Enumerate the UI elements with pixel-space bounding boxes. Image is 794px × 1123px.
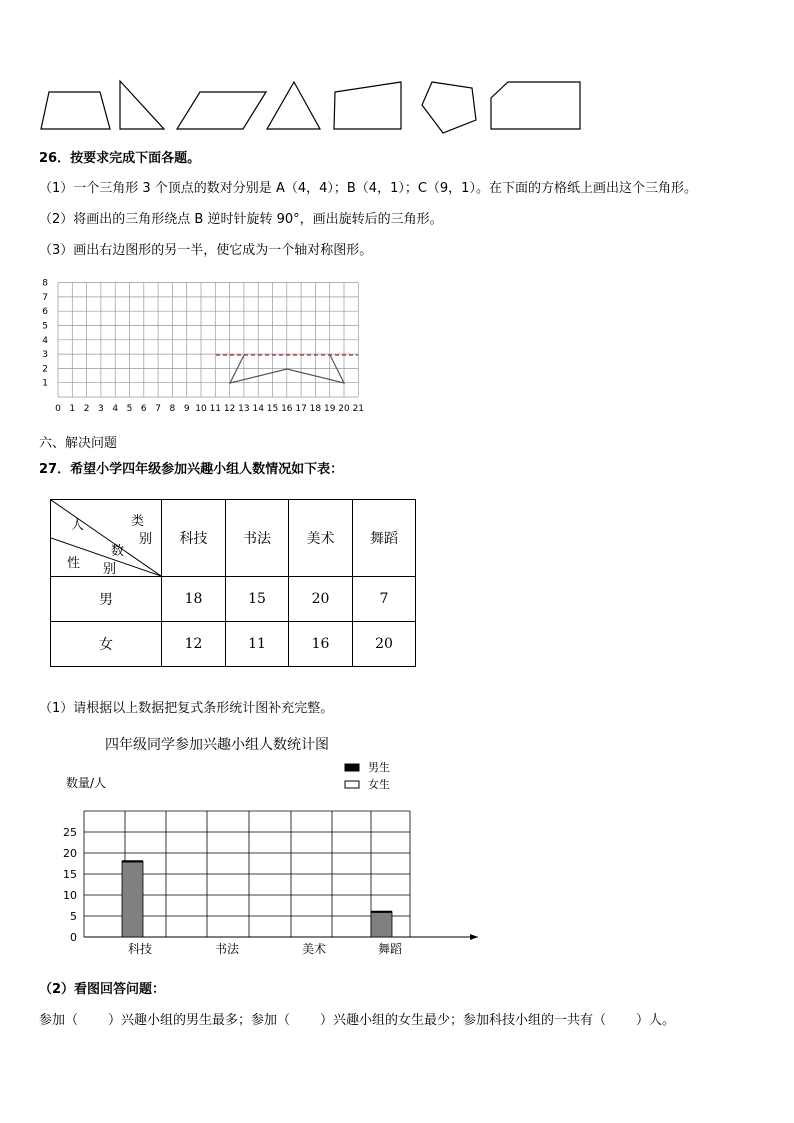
chart-title: 四年级同学参加兴趣小组人数统计图 [105, 737, 329, 753]
right-triangle-shape [120, 81, 164, 129]
table-row [51, 622, 416, 667]
q26-part2: （2）将画出的三角形绕点 B 逆时针旋转 90°，画出旋转后的三角形。 [39, 212, 443, 227]
y-tick-label: 0 [70, 931, 77, 944]
grid-x-label: 3 [98, 404, 104, 414]
legend-male-label: 男生 [368, 761, 390, 774]
q26-part1: （1）一个三角形 3 个顶点的数对分别是 A（4，4）；B（4，1）；C（9，1）。在下面的方格纸上画出这个三角形。 [39, 181, 697, 196]
grid-y-label: 1 [42, 378, 48, 389]
table-cell: 16 [289, 622, 353, 667]
grid-y-label: 5 [42, 321, 48, 332]
grid-y-label: 2 [42, 364, 48, 375]
y-axis-label: 数量/人 [66, 776, 107, 790]
table-cell: 15 [226, 577, 289, 622]
bar-chart [0, 755, 794, 965]
grid-x-label: 4 [112, 404, 119, 414]
row-label: 女 [51, 622, 162, 667]
y-tick-label: 20 [63, 847, 77, 860]
grid-x-label: 12 [223, 404, 236, 414]
x-category-label: 美术 [301, 942, 327, 956]
x-category-label: 书法 [214, 942, 240, 956]
pentagon-shape [422, 82, 476, 133]
answer-line: 参加（ ）兴趣小组的男生最多；参加（ ）兴趣小组的女生最少；参加科技小组的一共有（ ）人。 [39, 1013, 676, 1028]
coordinate-grid [0, 270, 794, 420]
q27-sub1: （1）请根据以上数据把复式条形统计图补充完整。 [39, 701, 334, 716]
legend-male-swatch [345, 764, 359, 771]
x-category-label: 舞蹈 [377, 942, 403, 956]
grid-y-label: 6 [42, 307, 48, 318]
grid-x-label: 13 [238, 404, 250, 414]
legend-female-label: 女生 [368, 778, 390, 791]
grid-x-label: 14 [252, 404, 264, 414]
grid-x-label: 9 [183, 404, 190, 414]
cut-rectangle-shape [491, 82, 580, 129]
column-header: 科技 [162, 500, 226, 577]
grid-x-label: 0 [55, 404, 61, 414]
grid-x-label: 21 [352, 404, 365, 414]
grid-y-label: 7 [42, 292, 48, 303]
table-cell: 11 [226, 622, 289, 667]
grid-x-label: 6 [140, 404, 147, 414]
grid-x-label: 15 [266, 404, 279, 414]
x-category-label: 科技 [127, 942, 153, 956]
shapes-row [0, 70, 794, 140]
grid-x-label: 2 [83, 404, 90, 414]
q27-title: 27．希望小学四年级参加兴趣小组人数情况如下表： [39, 462, 344, 477]
table-cell: 7 [353, 577, 416, 622]
table-cell: 20 [289, 577, 353, 622]
grid-x-label: 17 [295, 404, 307, 414]
grid-x-label: 16 [281, 404, 293, 414]
grid-y-label: 8 [42, 278, 48, 289]
q26-part3: （3）画出右边图形的另一半，使它成为一个轴对称图形。 [39, 243, 373, 258]
grid-x-label: 8 [169, 404, 176, 414]
table-row [51, 577, 416, 622]
grid-x-label: 10 [195, 404, 207, 414]
grid-x-label: 1 [69, 404, 76, 414]
grid-x-label: 20 [338, 404, 350, 414]
table-cell: 12 [162, 622, 226, 667]
parallelogram-shape [177, 92, 266, 129]
y-tick-label: 25 [63, 826, 77, 839]
section6-title: 六、解决问题 [39, 436, 118, 451]
bar-male [371, 912, 392, 937]
bar-male [122, 861, 143, 937]
table-corner-cell: 人 类 别 数 性 别 [51, 500, 162, 577]
grid-x-label: 7 [155, 404, 161, 414]
column-header: 美术 [289, 500, 353, 577]
y-tick-label: 15 [63, 868, 77, 881]
table-cell: 20 [353, 622, 416, 667]
interest-group-table [50, 499, 416, 667]
quadrilateral-shape [334, 82, 401, 129]
triangle-shape [267, 82, 320, 129]
grid-x-label: 11 [209, 404, 222, 414]
grid-x-label: 18 [309, 404, 322, 414]
grid-y-label: 4 [42, 335, 48, 346]
x-axis-arrow [470, 934, 478, 940]
y-tick-label: 10 [63, 889, 77, 902]
column-header: 舞蹈 [353, 500, 416, 577]
q27-sub2: （2）看图回答问题： [39, 982, 166, 997]
grid-x-label: 5 [126, 404, 133, 414]
trapezoid-shape [41, 92, 110, 129]
y-tick-label: 5 [70, 910, 77, 923]
grid-x-label: 19 [323, 404, 336, 414]
legend-female-swatch [345, 781, 359, 788]
q26-title: 26．按要求完成下面各题。 [39, 151, 201, 166]
table-cell: 18 [162, 577, 226, 622]
column-header: 书法 [226, 500, 289, 577]
row-label: 男 [51, 577, 162, 622]
grid-y-label: 3 [42, 350, 48, 361]
